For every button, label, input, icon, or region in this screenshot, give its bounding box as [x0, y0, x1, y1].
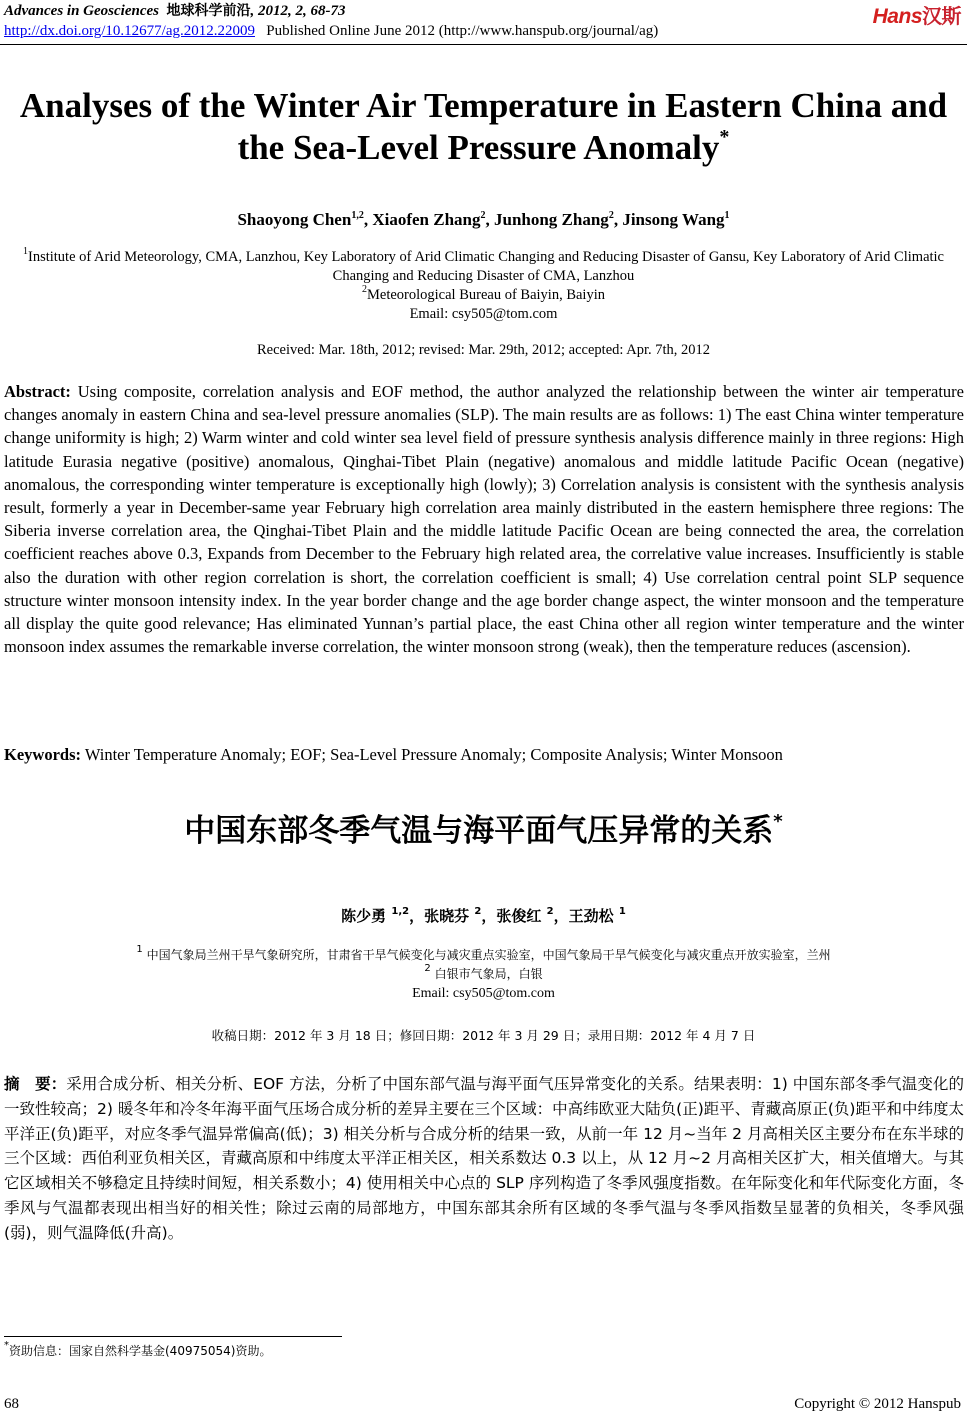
doi-link[interactable]: http://dx.doi.org/10.12677/ag.2012.22009: [4, 23, 255, 39]
keywords: [4, 743, 964, 766]
received-dates: Received: Mar. 18th, 2012; revised: Mar. 29th, 2012; accepted: Apr. 7th, 2012: [256, 342, 711, 358]
author: Junhong Zhang$^2$,: [493, 210, 623, 229]
affiliation-2-cn: $^2$ 白银市气象局，白银: [424, 963, 543, 981]
footnote-rule: [4, 1336, 342, 1337]
received-dates-cn: 收稿日期：2012 年 3 月 18 日；修回日期：2012 年 3 月 29 日；录用日期：2012 年 4 月 7 日: [211, 1028, 756, 1043]
funding-footnote: *资助信息：国家自然科学基金(40975054)资助。: [4, 1340, 272, 1358]
abstract-label: Abstract:: [4, 382, 71, 401]
email: Email: csy505@tom.com: [409, 306, 558, 322]
abstract-label-cn: 摘 要：: [4, 1075, 67, 1093]
journal-name-cn: 地球科学前沿: [166, 3, 251, 19]
abstract-text-cn: 采用合成分析、相关分析、EOF 方法，分析了中国东部气温与海平面气压异常变化的关系。结果表明：1) 中国东部冬季气温变化的一致性较高；2) 暖冬年和冷冬年海平面气压场合成分析的差异主要在三个区域：中高纬欧亚大陆负(正)距平、青藏高原正(负)距平和中纬度太平洋正(负)距平，对应冬季气温异常偏高(低)；3) 相关分析与合成分析的结果一致，从前一年 12 月~当年 2 月高相关区主要分布在东半球的三个区域：西伯利亚负相关区，青藏高原和中纬度太平洋正相关区，相关系数达 0.3 以上，从 12 月~2 月高相关区扩大，相关值增大。与其它区域相关不够稳定且持续时间短，相关系数小；4) 使用相关中心点的 SLP 序列构造了冬季风强度指数。在年际变化和年代际变化方面，冬季风与气温都表现出相当好的相关性；除过云南的局部地方，中国东部其余所有区域的冬季气温与冬季风指数呈显著的负相关，冬季风强(弱)，则气温降低(升高)。: [4, 1075, 964, 1242]
author-cn: 张俊红 $^2$，: [496, 906, 569, 925]
published-text: Published Online June 2012 (http://www.hanspub.org/journal/ag): [266, 23, 659, 39]
publisher-logo: [873, 0, 961, 29]
logo-latin: Hans: [872, 5, 922, 28]
abstract-cn: [4, 1072, 964, 1246]
author-cn: 张晓芬 $^2$，: [424, 906, 497, 925]
affiliation-1: $^1$Institute of Arid Meteorology, CMA, Lanzhou, Key Laboratory of Arid Climatic Changing and Reducing Disaster of Gansu, Key Laboratory of Arid Climatic Changing and Reducing Disaster of CMA, Lanzhou: [23, 246, 944, 284]
journal-issue: , 2012, 2, 68-73: [250, 3, 346, 19]
abstract: [4, 380, 964, 658]
author: Shaoyong Chen$^{1,2}$,: [237, 210, 373, 229]
title-footnote-mark: *: [719, 126, 730, 148]
affiliations-cn: [0, 946, 967, 1003]
paper-title: Analyses of the Winter Air Temperature in Eastern China and the Sea-Level Pressure Anomaly*: [19, 86, 948, 167]
affiliation-2: $^2$Meteorological Bureau of Baiyin, Baiyin: [362, 284, 605, 303]
author-cn: 王劲松 $^1$: [568, 906, 626, 925]
author-cn: 陈少勇 $^{1,2}$，: [341, 906, 425, 925]
keywords-label: Keywords:: [4, 745, 81, 764]
affiliations: [0, 248, 967, 324]
author: Xiaofen Zhang$^2$,: [372, 210, 494, 229]
journal-name: Advances in Geosciences 地球科学前沿, 2012, 2, 68-73: [4, 3, 346, 19]
copyright: Copyright © 2012 Hanspub: [794, 1396, 961, 1412]
author: Jinsong Wang$^1$: [622, 210, 730, 229]
abstract-text: Using composite, correlation analysis and EOF method, the author analyzed the relationship between the winter air temperature changes anomaly in eastern China and sea-level pressure anomalies (SLP). The main results are as follows: 1) The east China winter temperature change uniformity is high; 2) Warm winter and cold winter sea level field of pressure synthesis analysis difference mainly in three regions: High latitude Eurasia negative (positive) anomalous, Qinghai-Tibet Plain (negative) anomalous and middle latitude Pacific Ocean (negative) anomalous, the corresponding winter temperature is exceptionally high (lowly); 3) Correlation analysis is consistent with the synthesis analysis result, formerly a year in December-same year February high correlation area mainly distributed in the eastern hemisphere three regions: The Siberia inverse correlation area, the Qinghai-Tibet Plain and the middle latitude Pacific Ocean are being connected the area, the correlation coefficient reaches above 0.3, Expands from December to the February high related area, the correlative value increases. Insufficiently is stable also the duration with other region correlation is short, the correlation coefficient is small; 4) Use correlation central point SLP sequence structure winter monsoon intensity index. In the year border change and the age border change aspect, the winter monsoon and the temperature all display the quite good relevance; Has eliminated Yunnan’s partial place, the east China other all region winter temperature and the winter monsoon index assumes the remarkable inverse correlation, the winter monsoon strong (weak), then the temperature reduces (ascension).: [4, 382, 964, 657]
keywords-text: Winter Temperature Anomaly; EOF; Sea-Level Pressure Anomaly; Composite Analysis; Winter Monsoon: [84, 745, 783, 764]
header-rule: [0, 44, 967, 45]
page-number: 68: [4, 1396, 19, 1412]
author-list-cn: [0, 905, 967, 926]
affiliation-1-cn: $^1$ 中国气象局兰州干旱气象研究所，甘肃省干旱气候变化与减灾重点实验室，中国气象局干旱气候变化与减灾重点开放实验室，兰州: [136, 944, 831, 962]
paper-title-cn: 中国东部冬季气温与海平面气压异常的关系*: [184, 811, 783, 849]
title-footnote-mark-cn: *: [773, 811, 783, 832]
email-cn: Email: csy505@tom.com: [412, 986, 555, 1001]
author-list: [0, 208, 967, 232]
logo-cn: 汉斯: [922, 6, 961, 28]
doi-line: [4, 22, 658, 41]
